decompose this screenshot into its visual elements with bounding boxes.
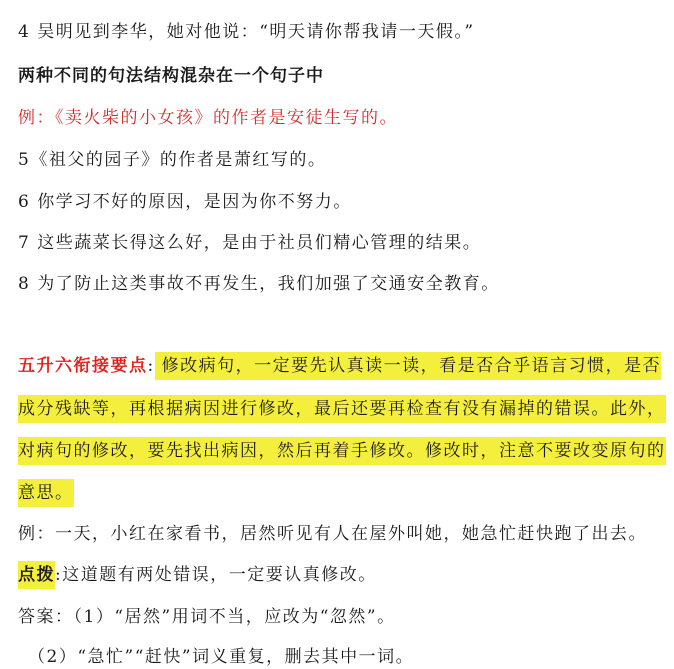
sentence-8: 8 为了防止这类事故不再发生，我们加强了交通安全教育。 xyxy=(18,274,500,294)
hint-label: 点拨 xyxy=(18,561,55,589)
answer-1: 答案：（1）“居然”用词不当，应改为“忽然”。 xyxy=(18,607,396,627)
section-heading: 两种不同的句法结构混杂在一个句子中 xyxy=(18,66,324,86)
hint-colon: : xyxy=(55,565,63,585)
tip-label: 五升六衔接要点 xyxy=(18,356,148,376)
tip-line-2 xyxy=(18,397,666,421)
tip-text-1: 修改病句，一定要先认真读一读，看是否合乎语言习惯，是否 xyxy=(155,352,661,380)
tip-text-4: 意思。 xyxy=(18,479,74,507)
tip-line-1 xyxy=(18,354,661,378)
sentence-5: 5《祖父的园子》的作者是萧红写的。 xyxy=(18,150,327,170)
tip-text-3: 对病句的修改，要先找出病因，然后再着手修改。修改时，注意不要改变原句的 xyxy=(18,437,666,465)
tip-text-2: 成分残缺等，再根据病因进行修改，最后还要再检查有没有漏掉的错误。此外， xyxy=(18,395,666,423)
hint-text: 这道题有两处错误，一定要认真修改。 xyxy=(62,565,377,585)
tip-line-4 xyxy=(18,481,74,505)
sentence-7: 7 这些蔬菜长得这么好，是由于社员们精心管理的结果。 xyxy=(18,233,482,253)
tip-colon: : xyxy=(147,356,155,376)
example-red: 例：《卖火柴的小女孩》的作者是安徒生写的。 xyxy=(18,108,398,128)
example-2: 例：一天，小红在家看书，居然听见有人在屋外叫她，她急忙赶快跑了出去。 xyxy=(18,524,647,544)
hint-line xyxy=(18,563,377,587)
sentence-4: 4 吴明见到李华，她对他说：“明天请你帮我请一天假。” xyxy=(18,22,475,42)
sentence-6: 6 你学习不好的原因，是因为你不努力。 xyxy=(18,192,352,212)
tip-line-3 xyxy=(18,439,666,463)
answer-2: （2）“急忙”“赶快”词义重复，删去其中一词。 xyxy=(28,647,415,667)
